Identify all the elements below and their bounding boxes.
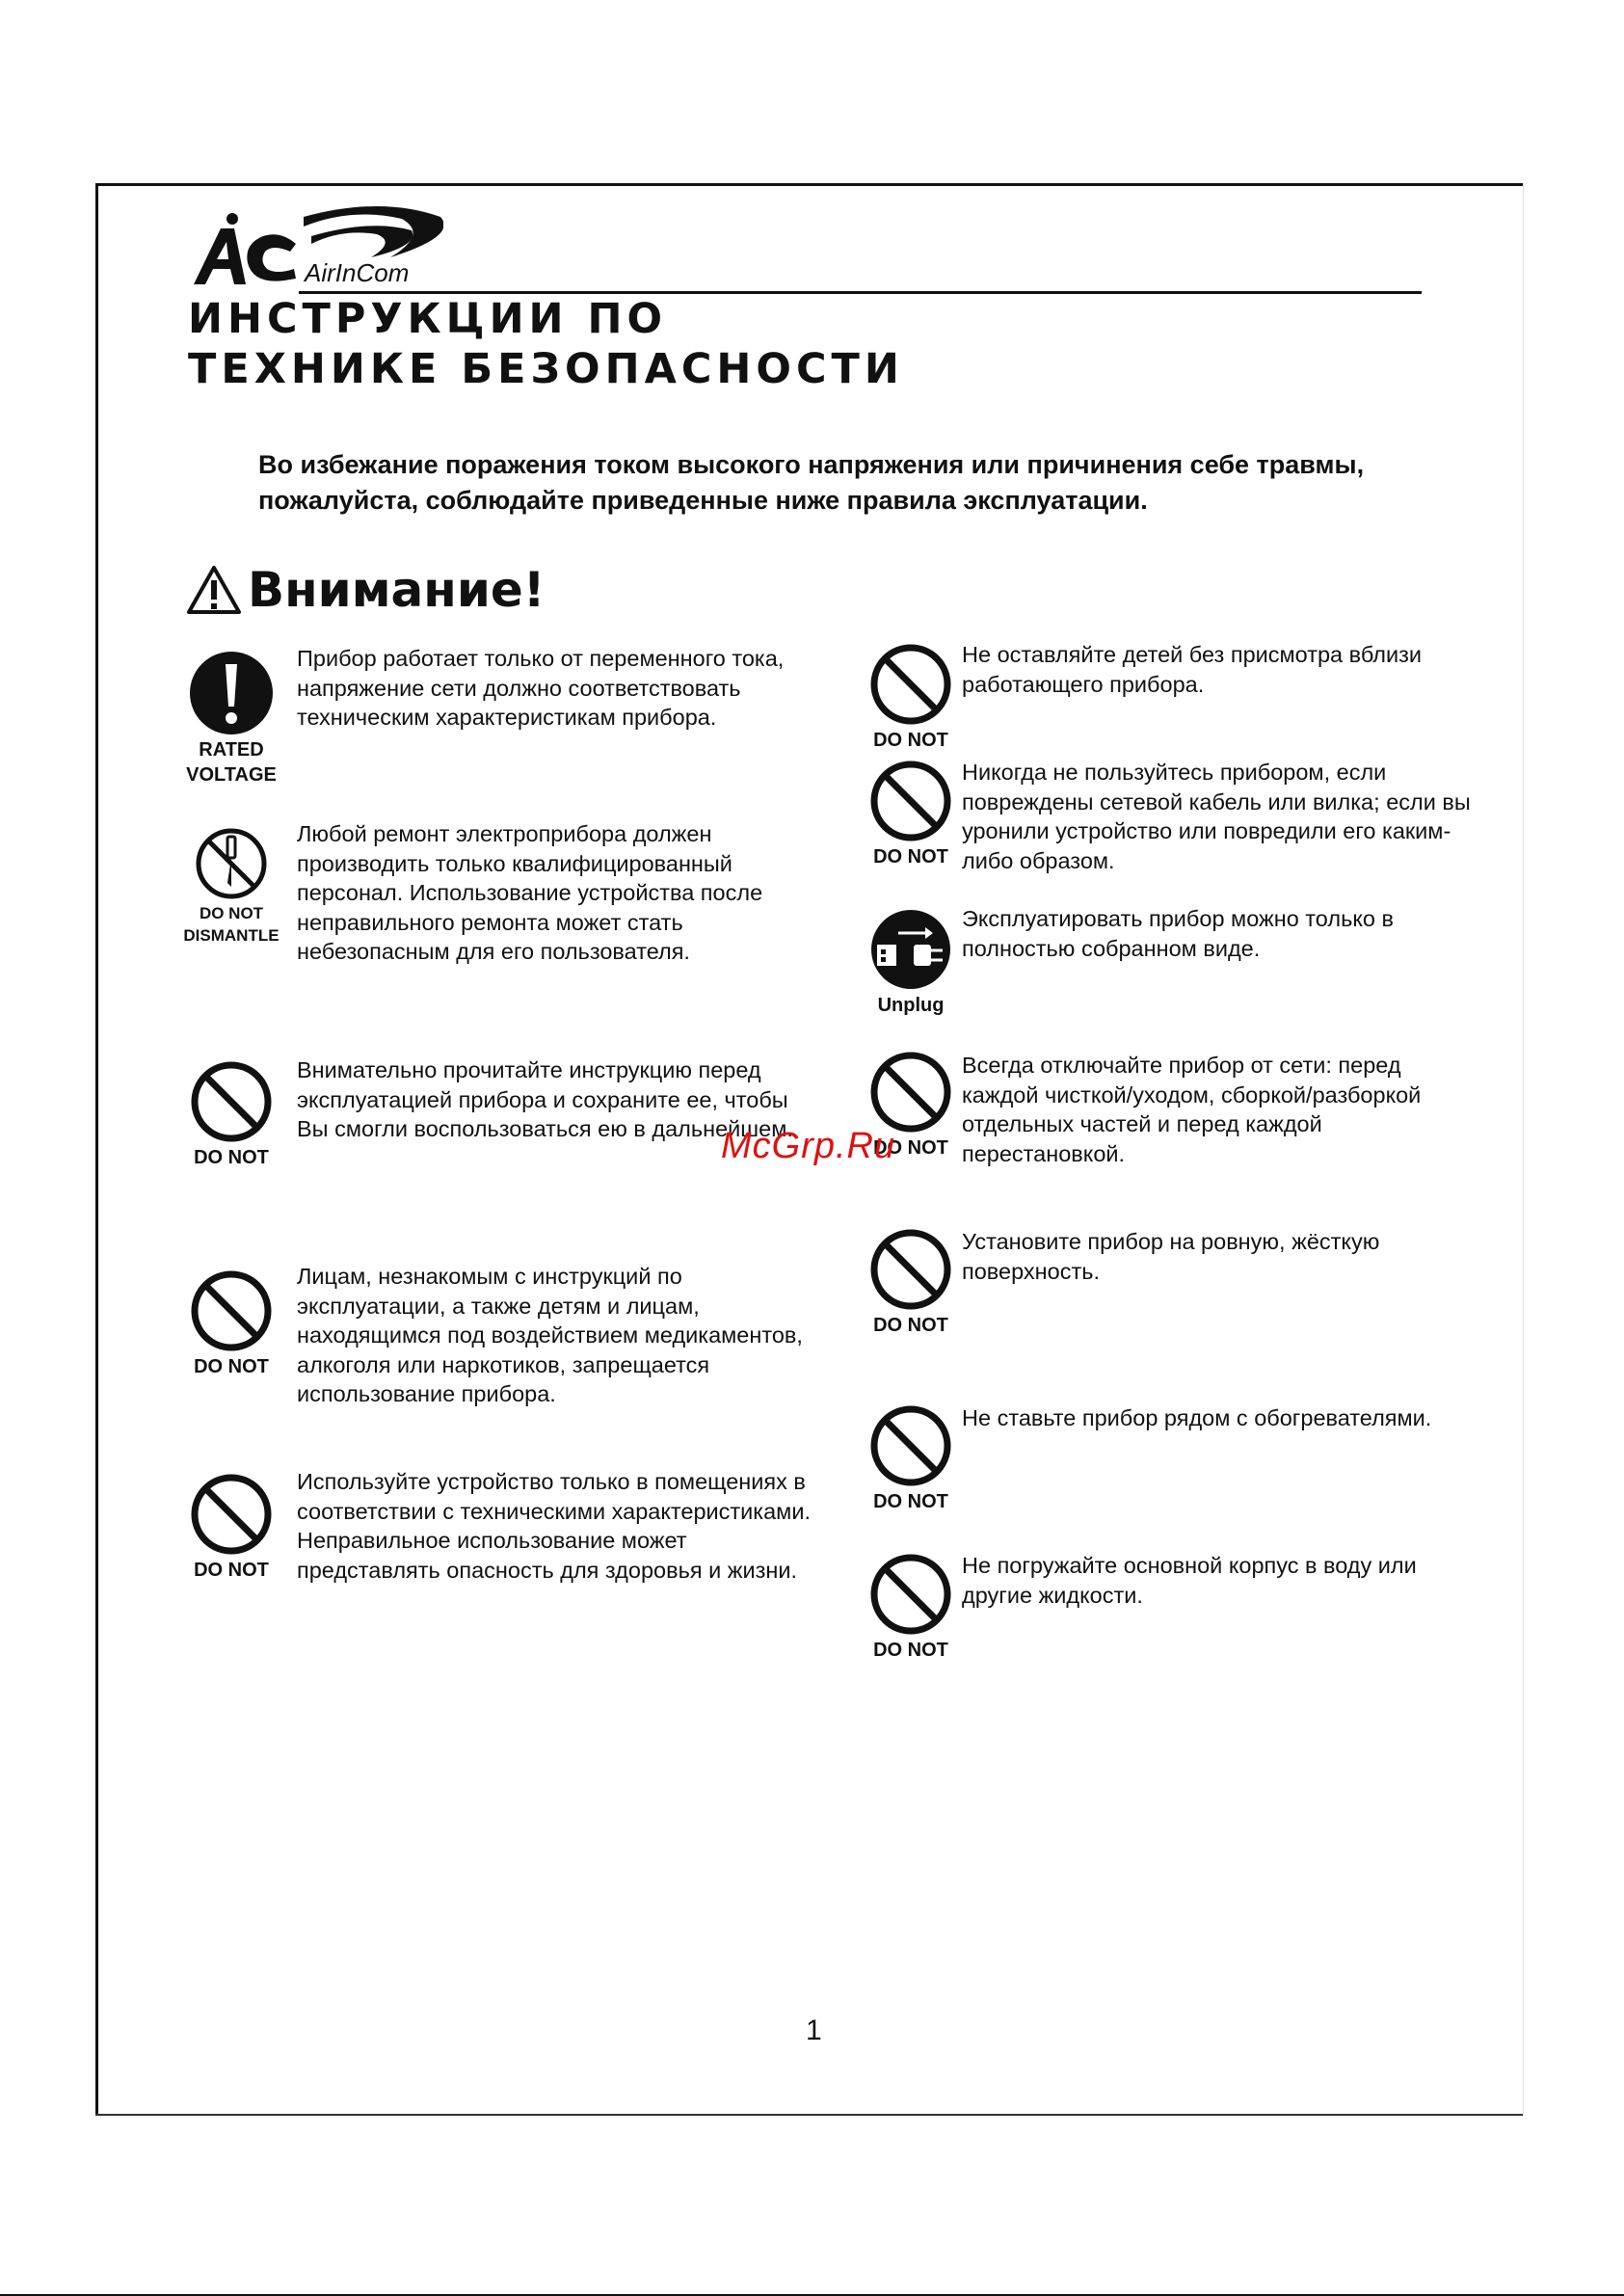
do-not-badge-right-1	[853, 643, 969, 753]
watermark: McGrp.Ru	[721, 1126, 896, 1166]
do-not-label: DO NOT	[873, 1491, 948, 1512]
right-item-2-text: Никогда не пользуйтесь прибором, если повреждены сетевой кабель или вилка; если вы уронили устройство или повредили его каким-либо образом.	[962, 760, 1471, 873]
left-item-5-text: Используйте устройство только в помещениях в соответствии с техническими характеристиками. Неправильное использование может представлять опасность для здоровья и жизни.	[297, 1469, 811, 1583]
warning-heading-text: Внимание!	[248, 562, 546, 618]
intro-text: Во избежание поражения током высокого напряжения или причинения себе травмы, пожалуйста, соблюдайте приведенные ниже правила эксплуатации.	[258, 450, 1365, 515]
rated-voltage-label: RATED VOLTAGE	[186, 739, 277, 786]
left-item-4-text: Лицам, незнакомым с инструкций по эксплуатации, а также детям и лицам, находящимся под воздействием медикаментов, алкоголя или наркотиков, запрещается использование прибора.	[297, 1264, 803, 1406]
left-item-3-text: Внимательно прочитайте инструкцию перед эксплуатацией прибора и сохраните ее, чтобы Вы смогли воспользоваться ею в дальнейшем.	[297, 1057, 793, 1141]
do-not-label: DO NOT	[873, 1315, 948, 1336]
do-not-label: DO NOT	[873, 1640, 948, 1661]
exclamation-icon	[189, 651, 274, 735]
warning-heading	[186, 562, 546, 618]
right-item-1-text: Не оставляйте детей без присмотра вблизи работающего прибора.	[962, 642, 1423, 697]
left-item-1-text: Прибор работает только от переменного тока, напряжение сети должно соответствовать техническим характеристикам прибора.	[297, 646, 785, 730]
warning-triangle-icon	[186, 565, 242, 615]
prohibition-icon	[869, 643, 952, 726]
do-not-label: DO NOT	[194, 1356, 269, 1377]
do-not-label: DO NOT	[194, 1560, 269, 1581]
prohibition-icon	[869, 760, 952, 842]
page-number: 1	[806, 2015, 822, 2046]
do-not-label: DO NOT	[873, 730, 948, 751]
title-line-1: ИНСТРУКЦИИ ПО	[188, 295, 668, 343]
do-not-label: DO NOT	[873, 846, 948, 868]
page-frame-top	[95, 183, 1524, 186]
prohibition-icon	[869, 1404, 952, 1487]
prohibition-icon	[869, 1051, 952, 1134]
do-not-badge-right-2	[853, 760, 969, 869]
logo-text: AirInCom	[305, 258, 410, 287]
page-frame-bottom	[95, 2114, 1524, 2116]
do-not-label: DO NOT	[194, 1147, 269, 1168]
do-not-dismantle-icon	[195, 827, 268, 900]
page-frame-right	[1523, 183, 1524, 2116]
prohibition-icon	[190, 1060, 273, 1143]
page-title	[188, 294, 904, 394]
do-not-badge-left-4	[173, 1269, 289, 1379]
do-not-dismantle-label: DO NOT DISMANTLE	[183, 904, 280, 945]
do-not-badge-right-6	[853, 1404, 969, 1514]
do-not-label: DO NOT	[873, 1137, 948, 1159]
do-not-badge-left-5	[173, 1473, 289, 1583]
do-not-dismantle-badge	[173, 827, 289, 947]
unplug-badge	[853, 908, 969, 1018]
right-item-5-text: Установите прибор на ровную, жёсткую поверхность.	[962, 1229, 1380, 1284]
right-item-6-text: Не ставьте прибор рядом с обогревателями.	[962, 1405, 1432, 1430]
right-item-7-text: Не погружайте основной корпус в воду или другие жидкости.	[962, 1553, 1417, 1608]
do-not-badge-left-3	[173, 1060, 289, 1170]
page-frame-left	[95, 183, 98, 2116]
prohibition-icon	[869, 1228, 952, 1311]
prohibition-icon	[869, 1553, 952, 1636]
right-item-4-text: Всегда отключайте прибор от сети: перед каждой чисткой/уходом, сборкой/разборкой отдельных частей и перед каждой перестановкой.	[962, 1053, 1422, 1166]
prohibition-icon	[190, 1269, 273, 1352]
do-not-badge-right-7	[853, 1553, 969, 1663]
left-item-2-text: Любой ремонт электроприбора должен производить только квалифицированный персонал. Использование устройства после неправильного ремонта может стать небезопасным для его пользователя.	[297, 821, 763, 964]
unplug-icon	[869, 908, 952, 991]
right-item-3-text: Эксплуатировать прибор можно только в полностью собранном виде.	[962, 906, 1394, 961]
do-not-badge-right-5	[853, 1228, 969, 1338]
rated-voltage-badge	[173, 651, 289, 788]
prohibition-icon	[190, 1473, 273, 1556]
title-line-2: ТЕХНИКЕ БЕЗОПАСНОСТИ	[188, 345, 904, 393]
unplug-label: Unplug	[877, 995, 945, 1016]
